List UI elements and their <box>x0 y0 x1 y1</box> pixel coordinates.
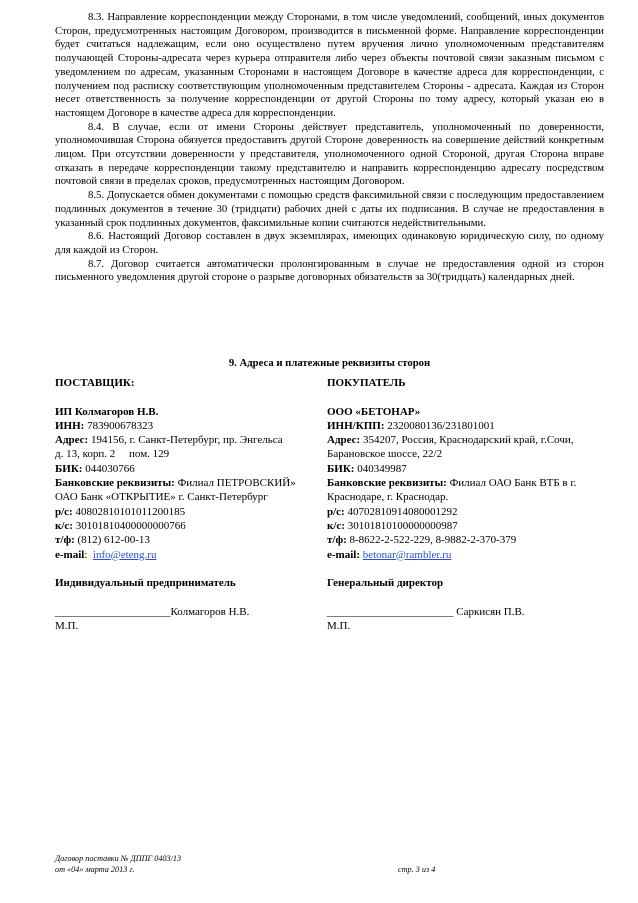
buyer-rs-value: 40702810914080001292 <box>347 505 458 518</box>
supplier-details <box>55 376 323 633</box>
spacer <box>55 390 323 404</box>
supplier-stamp: М.П. <box>55 620 79 633</box>
clause-8-5: 8.5. Допускается обмен документами с помощью средств факсимильной связи с последующим предоставлением подлинных документов в течение 30 (тридцати) рабочих дней с даты их подписания. В случае не предоставления в указанный срок подлинных документов, факсимильные копии считаются недействительными. <box>55 189 604 229</box>
buyer-signature <box>327 605 607 619</box>
buyer-bank <box>327 476 607 490</box>
supplier-rs <box>55 505 323 519</box>
buyer-title: Генеральный директор <box>327 577 444 590</box>
buyer-email-link[interactable]: betonar@rambler.ru <box>362 548 452 561</box>
supplier-address-line1: 194156, г. Санкт-Петербург, пр. Энгельса <box>90 434 283 447</box>
supplier-tf-value: (812) 612-00-13 <box>77 534 150 547</box>
buyer-bank-line1: Филиал ОАО Банк ВТБ в г. <box>449 477 577 490</box>
buyer-details <box>327 376 607 633</box>
supplier-inn-value: 783900678323 <box>87 419 154 432</box>
supplier-inn-label: ИНН: <box>55 419 85 432</box>
spacer <box>327 562 607 576</box>
buyer-name: ООО «БЕТОНАР» <box>327 405 421 418</box>
supplier-email-link[interactable]: info@eteng.ru <box>92 548 157 561</box>
spacer <box>327 590 607 604</box>
supplier-bik-label: БИК: <box>55 462 83 475</box>
buyer-ks-value: 30101810100000000987 <box>347 519 458 532</box>
supplier-bik <box>55 462 323 476</box>
supplier-rs-label: р/с: <box>55 505 73 518</box>
buyer-inn-label: ИНН/КПП: <box>327 419 385 432</box>
supplier-signature-name: Колмагоров Н.В. <box>170 605 250 618</box>
buyer-bik-value: 040349987 <box>357 462 407 475</box>
buyer-address-line1: 354207, Россия, Краснодарский край, г.Сочи, <box>362 434 574 447</box>
buyer-tf-label: т/ф: <box>327 534 347 547</box>
supplier-address-label: Адрес: <box>55 434 89 447</box>
supplier-signature-line: _____________________ <box>55 605 171 618</box>
buyer-rs-label: р/с: <box>327 505 345 518</box>
clause-8-4: 8.4. В случае, если от имени Стороны действует представитель, уполномоченный по доверенности, уполномочившая Сторона обязуется предоставить другой Стороне доверенность на совершение действий конкретным лицом. При отсутствии доверенности у представителя, уполномоченного одной Стороной, другая Сторона вправе отказать в передаче корреспонденции такому представителю и направить корреспонденцию адресату посредством почтовой связи в пределах сроков, предусмотренных настоящим Договором. <box>55 120 604 188</box>
buyer-signature-line: _______________________ <box>327 605 454 618</box>
buyer-heading: ПОКУПАТЕЛЬ <box>327 377 406 389</box>
buyer-signature-name: Саркисян П.В. <box>456 605 525 618</box>
supplier-heading: ПОСТАВЩИК: <box>55 377 135 389</box>
supplier-signature <box>55 605 323 619</box>
supplier-address-line2: д. 13, корп. 2 пом. 129 <box>55 448 170 461</box>
section-title: 9. Адреса и платежные реквизиты сторон <box>228 357 431 369</box>
buyer-address-line2: Барановское шоссе, 22/2 <box>327 448 443 461</box>
buyer-tf-value: 8-8622-2-522-229, 8-9882-2-370-379 <box>349 534 517 547</box>
buyer-inn <box>327 419 607 433</box>
footer-page-number: стр. 3 из 4 <box>398 864 436 874</box>
buyer-address-label: Адрес: <box>327 434 361 447</box>
supplier-ks-label: к/с: <box>55 519 73 532</box>
spacer <box>55 590 323 604</box>
spacer <box>327 390 607 404</box>
buyer-inn-value: 2320080136/231801001 <box>387 419 495 432</box>
supplier-email-label: e-mail <box>55 548 85 561</box>
supplier-tf <box>55 533 323 547</box>
spacer <box>55 562 323 576</box>
supplier-address <box>55 433 323 447</box>
supplier-rs-value: 40802810101011200185 <box>75 505 186 518</box>
footer-contract-date: от «04» марта 2013 г. <box>55 864 135 874</box>
buyer-address <box>327 433 607 447</box>
supplier-bik-value: 044030766 <box>85 462 135 475</box>
buyer-tf <box>327 533 607 547</box>
supplier-ks <box>55 519 323 533</box>
buyer-bank-line2: Краснодаре, г. Краснодар. <box>327 491 449 504</box>
footer-contract-number: Договор поставки № ДППГ 0403/13 <box>55 854 182 863</box>
clause-8-3: 8.3. Направление корреспонденции между Сторонами, в том числе уведомлений, сообщений, иных документов Сторон, предусмотренных настоящим Договором, производится в письменной форме. Направление корреспонденции будет считаться надлежащим, если оно осуществлено путем вручения лично уполномоченным представителям получающей Стороны-адресата через курьера отправителя либо через объекты почтовой связи заказным письмом с уведомлением по адресам, указанным Сторонами в настоящем Договоре в качестве адреса для корреспонденции, с получением под расписку соответствующим уполномоченным представителем Стороны - адресата. Каждая из Сторон несет ответственность за получение корреспонденции от другой Стороны по тому адресу, который указан ею в настоящем Договоре в качестве адреса для корреспонденции. <box>55 11 604 119</box>
buyer-rs <box>327 505 607 519</box>
buyer-bik-label: БИК: <box>327 462 355 475</box>
buyer-ks <box>327 519 607 533</box>
supplier-ks-value: 30101810400000000766 <box>75 519 186 532</box>
supplier-title: Индивидуальный предприниматель <box>55 577 236 590</box>
buyer-ks-label: к/с: <box>327 519 345 532</box>
clause-8-7: 8.7. Договор считается автоматически пролонгированным в случае не предоставления одной из сторон письменного уведомления другой стороне о разрыве договорных обязательств за 30(тридцать) календарных дней. <box>55 257 604 284</box>
supplier-bank <box>55 476 323 490</box>
supplier-bank-line2: ОАО Банк «ОТКРЫТИЕ» г. Санкт-Петербург <box>55 491 268 504</box>
clause-8-6: 8.6. Настоящий Договор составлен в двух экземплярах, имеющих одинаковую юридическую силу, по одному для каждой из Сторон. <box>55 230 604 256</box>
buyer-bank-label: Банковские реквизиты: <box>327 477 447 490</box>
contract-clauses <box>55 11 604 285</box>
buyer-email <box>327 548 607 562</box>
supplier-bank-label: Банковские реквизиты: <box>55 477 175 490</box>
page-footer <box>55 854 604 875</box>
supplier-inn <box>55 419 323 433</box>
supplier-email: e-mail: info@eteng.ru <box>55 548 157 561</box>
supplier-tf-label: т/ф: <box>55 534 75 547</box>
buyer-email-label: e-mail: <box>327 548 360 561</box>
supplier-bank-line1: Филиал ПЕТРОВСКИЙ» <box>177 477 296 490</box>
buyer-bik <box>327 462 607 476</box>
buyer-stamp: М.П. <box>327 620 351 633</box>
supplier-name: ИП Колмагоров Н.В. <box>55 405 159 418</box>
